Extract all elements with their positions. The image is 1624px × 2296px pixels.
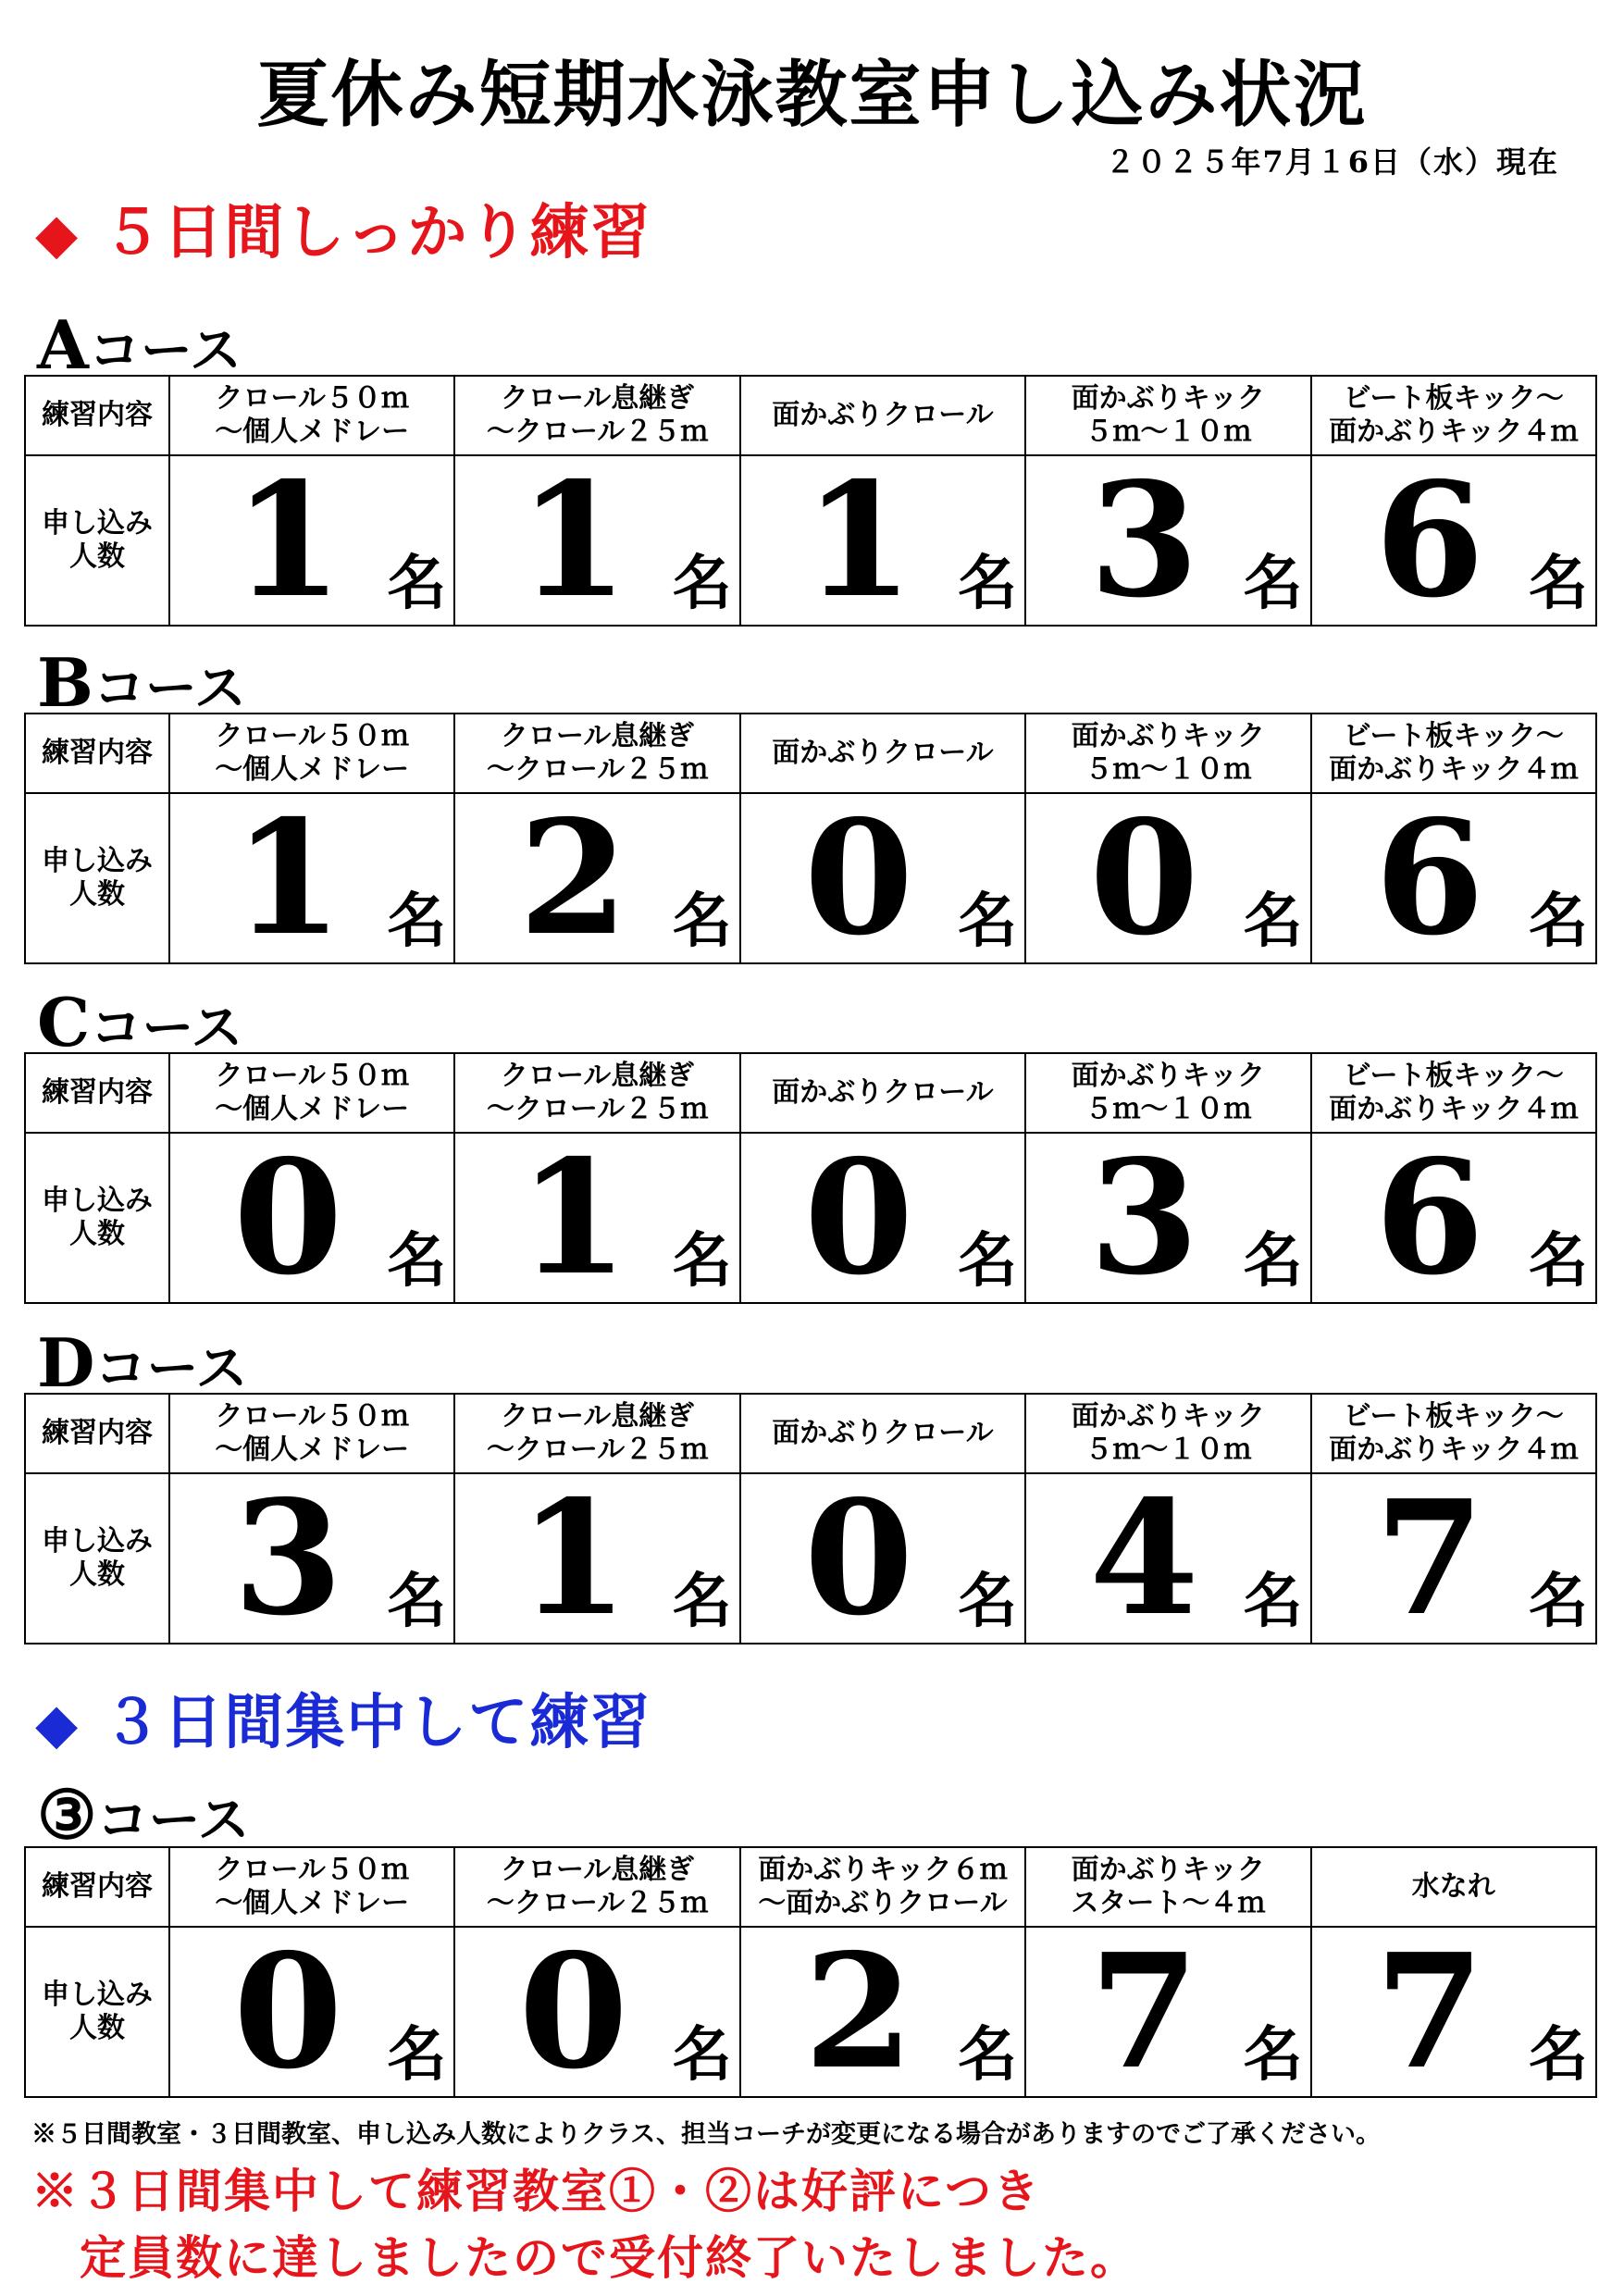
- signup-unit: 名: [672, 549, 732, 618]
- row-label-count: [25, 1133, 169, 1303]
- signup-count-cell: [1025, 1466, 1310, 1651]
- practice-header-line1: 面かぶりキック: [1071, 1400, 1266, 1433]
- practice-header-line1: クロール５０ｍ: [215, 382, 409, 415]
- practice-header: [740, 1053, 1025, 1133]
- practice-header: [740, 1847, 1025, 1927]
- practice-header-line2: ～クロール２５ｍ: [486, 1093, 709, 1125]
- row-label-content: 練習内容: [25, 1053, 169, 1133]
- practice-header: [1025, 1053, 1310, 1133]
- course-suffix: コース: [88, 320, 242, 381]
- signup-count-cell: [1025, 1125, 1310, 1310]
- practice-header: [169, 376, 454, 455]
- signup-unit: 名: [1529, 549, 1588, 618]
- signup-count: 6: [1374, 1125, 1484, 1310]
- signup-count-cell: [740, 786, 1025, 971]
- course-suffix: コース: [94, 1338, 248, 1399]
- practice-header-line2: ５ｍ～１０ｍ: [1085, 416, 1252, 448]
- practice-header: [1311, 1394, 1596, 1473]
- table-row: [25, 376, 1596, 455]
- signup-count-cell: [169, 1125, 454, 1310]
- practice-header-line1: 面かぶりキック: [1071, 1060, 1266, 1092]
- practice-header-line1: 水なれ: [1411, 1870, 1495, 1903]
- row-label-count: [25, 1473, 169, 1644]
- signup-count: 0: [803, 786, 914, 971]
- practice-header-line1: 面かぶりクロール: [772, 1417, 994, 1449]
- signup-count-cell: [740, 448, 1025, 633]
- signup-count: 0: [233, 1919, 343, 2104]
- row-label-count-line2: 人数: [69, 2012, 125, 2044]
- signup-unit: 名: [1529, 2020, 1588, 2090]
- signup-unit: 名: [387, 1226, 447, 1296]
- signup-unit: 名: [958, 2020, 1018, 2090]
- signup-unit: 名: [1243, 887, 1303, 956]
- signup-count: 2: [803, 1919, 914, 2104]
- practice-header-line1: 面かぶりキック: [1071, 720, 1266, 752]
- practice-header: [740, 714, 1025, 793]
- signup-count: 0: [803, 1466, 914, 1651]
- table-row: [25, 714, 1596, 793]
- practice-header-line1: 面かぶりクロール: [772, 1076, 994, 1109]
- practice-header: [454, 1394, 739, 1473]
- practice-header: [740, 376, 1025, 455]
- practice-header-line1: ビート板キック～: [1343, 1060, 1564, 1092]
- signup-count-cell: [454, 448, 739, 633]
- row-label-count-line1: 申し込み: [42, 1525, 153, 1558]
- practice-header-line2: スタート～４ｍ: [1071, 1887, 1266, 1919]
- practice-header-line1: ビート板キック～: [1343, 720, 1564, 752]
- signup-count: 0: [1089, 786, 1199, 971]
- section-3day-title: ３日間集中して練習: [102, 1688, 652, 1757]
- row-label-content: 練習内容: [25, 1394, 169, 1473]
- table-row: [25, 455, 1596, 626]
- signup-count: 7: [1089, 1919, 1199, 2104]
- signup-count: 3: [233, 1466, 343, 1651]
- row-label-count-line2: 人数: [69, 1558, 125, 1591]
- course-letter: ③: [37, 1775, 97, 1854]
- page-title: 夏休み短期水泳教室申し込み状況: [256, 53, 1368, 137]
- signup-unit: 名: [672, 1226, 732, 1296]
- practice-header-line2: 面かぶりキック４ｍ: [1329, 753, 1579, 786]
- course-heading: [37, 643, 246, 722]
- course-table: [24, 1393, 1597, 1651]
- signup-count: 1: [233, 786, 343, 971]
- practice-header: [1311, 1053, 1596, 1133]
- signup-unit: 名: [1529, 1226, 1588, 1296]
- course-suffix: コース: [93, 658, 247, 719]
- signup-unit: 名: [1243, 1226, 1303, 1296]
- practice-header-line2: ～クロール２５ｍ: [486, 416, 709, 448]
- practice-header-line2: ～個人メドレー: [215, 1093, 410, 1125]
- practice-header-line1: クロール息継ぎ: [500, 1400, 695, 1433]
- table-row: [25, 793, 1596, 963]
- section-5day-title: ５日間しっかり練習: [102, 198, 652, 267]
- signup-count: 1: [518, 1466, 628, 1651]
- signup-count-cell: [1025, 1919, 1310, 2104]
- row-label-content: 練習内容: [25, 714, 169, 793]
- row-label-count-line2: 人数: [69, 878, 125, 911]
- practice-header-line2: ～個人メドレー: [215, 753, 410, 786]
- row-label-count-line1: 申し込み: [42, 845, 153, 877]
- signup-count: 7: [1374, 1919, 1484, 2104]
- course-table: [24, 1052, 1597, 1310]
- section-5day-heading: [35, 185, 651, 270]
- practice-header: [454, 1053, 739, 1133]
- signup-count-cell: [740, 1125, 1025, 1310]
- practice-header-line1: クロール息継ぎ: [500, 382, 695, 415]
- signup-count: 3: [1089, 448, 1199, 633]
- practice-header: [169, 1394, 454, 1473]
- practice-header-line2: ～個人メドレー: [215, 1887, 410, 1919]
- course-heading: [37, 983, 243, 1061]
- row-label-count-line2: 人数: [69, 1218, 125, 1250]
- practice-header: [169, 1847, 454, 1927]
- signup-count-cell: [1311, 786, 1596, 971]
- signup-count-cell: [454, 1466, 739, 1651]
- signup-unit: 名: [1243, 1567, 1303, 1636]
- table-row: [25, 1053, 1596, 1133]
- practice-header: [1311, 376, 1596, 455]
- signup-count-cell: [1311, 1919, 1596, 2104]
- table-row: [25, 1394, 1596, 1473]
- course-letter: A: [37, 305, 89, 384]
- practice-header-line2: ～クロール２５ｍ: [486, 753, 709, 786]
- practice-header-line1: 面かぶりクロール: [772, 737, 994, 769]
- row-label-count-line1: 申し込み: [42, 507, 153, 540]
- practice-header-line2: ５ｍ～１０ｍ: [1085, 1093, 1252, 1125]
- signup-unit: 名: [958, 887, 1018, 956]
- row-label-count: [25, 793, 169, 963]
- signup-count-cell: [169, 448, 454, 633]
- practice-header: [1025, 376, 1310, 455]
- signup-count-cell: [169, 1919, 454, 2104]
- practice-header: [454, 376, 739, 455]
- row-label-count: [25, 1927, 169, 2097]
- signup-unit: 名: [958, 1567, 1018, 1636]
- signup-count-cell: [1025, 448, 1310, 633]
- status-date: ２０２５年7月１6日（水）現在: [1105, 144, 1559, 180]
- signup-count: 0: [803, 1125, 914, 1310]
- signup-count-cell: [454, 1919, 739, 2104]
- signup-count-cell: [740, 1919, 1025, 2104]
- signup-count-cell: [1311, 1466, 1596, 1651]
- signup-unit: 名: [1529, 1567, 1588, 1636]
- practice-header: [1311, 714, 1596, 793]
- signup-unit: 名: [672, 887, 732, 956]
- signup-count-cell: [454, 786, 739, 971]
- practice-header-line2: ～クロール２５ｍ: [486, 1433, 709, 1466]
- signup-count: 0: [518, 1919, 628, 2104]
- practice-header-line1: クロール５０ｍ: [215, 1400, 409, 1433]
- signup-count-cell: [454, 1125, 739, 1310]
- practice-header-line2: 面かぶりキック４ｍ: [1329, 1433, 1579, 1466]
- practice-header: [169, 714, 454, 793]
- signup-unit: 名: [387, 549, 447, 618]
- practice-header-line1: ビート板キック～: [1343, 1400, 1564, 1433]
- course-heading: [37, 1775, 250, 1854]
- signup-count: 3: [1089, 1125, 1199, 1310]
- practice-header-line2: ５ｍ～１０ｍ: [1085, 753, 1252, 786]
- practice-header-line1: クロール５０ｍ: [215, 720, 409, 752]
- signup-unit: 名: [672, 1567, 732, 1636]
- row-label-content: 練習内容: [25, 376, 169, 455]
- signup-unit: 名: [672, 2020, 732, 2090]
- signup-count: 1: [518, 448, 628, 633]
- signup-unit: 名: [387, 1567, 447, 1636]
- signup-count-cell: [1311, 448, 1596, 633]
- signup-count: 1: [803, 448, 914, 633]
- signup-count-cell: [169, 786, 454, 971]
- practice-header-line1: クロール息継ぎ: [500, 1060, 695, 1092]
- signup-unit: 名: [387, 887, 447, 956]
- practice-header-line1: クロール５０ｍ: [215, 1060, 409, 1092]
- notice-line-1: ※３日間集中して練習教室①・②は好評につき: [31, 2164, 1041, 2218]
- signup-count-cell: [1311, 1125, 1596, 1310]
- signup-unit: 名: [387, 2020, 447, 2090]
- practice-header-line2: ～個人メドレー: [215, 1433, 410, 1466]
- course-table: [24, 1846, 1597, 2104]
- course-table: [24, 713, 1597, 971]
- signup-unit: 名: [958, 1226, 1018, 1296]
- practice-header-line1: 面かぶりキック６ｍ: [758, 1854, 1008, 1886]
- practice-header-line1: 面かぶりキック: [1071, 1854, 1266, 1886]
- practice-header-line1: クロール５０ｍ: [215, 1854, 409, 1886]
- course-heading: [37, 305, 242, 384]
- practice-header: [454, 714, 739, 793]
- signup-count: 7: [1374, 1466, 1484, 1651]
- diamond-icon: ◆: [35, 202, 81, 267]
- signup-unit: 名: [1243, 2020, 1303, 2090]
- practice-header: [454, 1847, 739, 1927]
- notice-line-2: 定員数に達しましたので受付終了いたしました。: [80, 2230, 1138, 2285]
- course-suffix: コース: [90, 998, 243, 1059]
- practice-header: [169, 1053, 454, 1133]
- practice-header-line1: クロール息継ぎ: [500, 720, 695, 752]
- signup-count: 1: [233, 448, 343, 633]
- row-label-count: [25, 455, 169, 626]
- practice-header: [740, 1394, 1025, 1473]
- signup-count-cell: [1025, 786, 1310, 971]
- signup-unit: 名: [1243, 549, 1303, 618]
- practice-header-line2: ～クロール２５ｍ: [486, 1887, 709, 1919]
- row-label-content: 練習内容: [25, 1847, 169, 1927]
- table-row: [25, 1473, 1596, 1644]
- table-row: [25, 1927, 1596, 2097]
- practice-header-line1: クロール息継ぎ: [500, 1854, 695, 1886]
- signup-count: 0: [233, 1125, 343, 1310]
- course-heading: [37, 1323, 248, 1402]
- practice-header: [1025, 1847, 1310, 1927]
- row-label-count-line1: 申し込み: [42, 1185, 153, 1217]
- practice-header: [1025, 1394, 1310, 1473]
- row-label-count-line1: 申し込み: [42, 1979, 153, 2011]
- table-row: [25, 1133, 1596, 1303]
- signup-count-cell: [169, 1466, 454, 1651]
- practice-header: [1025, 714, 1310, 793]
- signup-unit: 名: [958, 549, 1018, 618]
- signup-count: 4: [1089, 1466, 1199, 1651]
- signup-count: 1: [518, 1125, 628, 1310]
- course-letter: C: [37, 983, 91, 1061]
- practice-header: [1311, 1847, 1596, 1927]
- signup-unit: 名: [1529, 887, 1588, 956]
- table-row: [25, 1847, 1596, 1927]
- signup-count: 6: [1374, 448, 1484, 633]
- practice-header-line2: 面かぶりキック４ｍ: [1329, 1093, 1579, 1125]
- diamond-icon: ◆: [35, 1692, 81, 1756]
- practice-header-line1: ビート板キック～: [1343, 382, 1564, 415]
- course-letter: D: [37, 1323, 95, 1402]
- practice-header-line2: ～面かぶりクロール: [758, 1887, 1008, 1919]
- course-table: [24, 375, 1597, 633]
- footnote: ※５日間教室・３日間教室、申し込み人数によりクラス、担当コーチが変更になる場合がありますのでご了承ください。: [31, 2120, 1381, 2149]
- row-label-count-line2: 人数: [69, 540, 125, 573]
- course-letter: B: [37, 643, 93, 722]
- signup-count-cell: [740, 1466, 1025, 1651]
- practice-header-line1: 面かぶりクロール: [772, 399, 994, 431]
- signup-count: 6: [1374, 786, 1484, 971]
- section-3day-heading: [35, 1675, 651, 1760]
- signup-count: 2: [518, 786, 628, 971]
- course-suffix: コース: [96, 1790, 250, 1851]
- practice-header-line2: 面かぶりキック４ｍ: [1329, 416, 1579, 448]
- practice-header-line2: ～個人メドレー: [215, 416, 410, 448]
- practice-header-line1: 面かぶりキック: [1071, 382, 1266, 415]
- practice-header-line2: ５ｍ～１０ｍ: [1085, 1433, 1252, 1466]
